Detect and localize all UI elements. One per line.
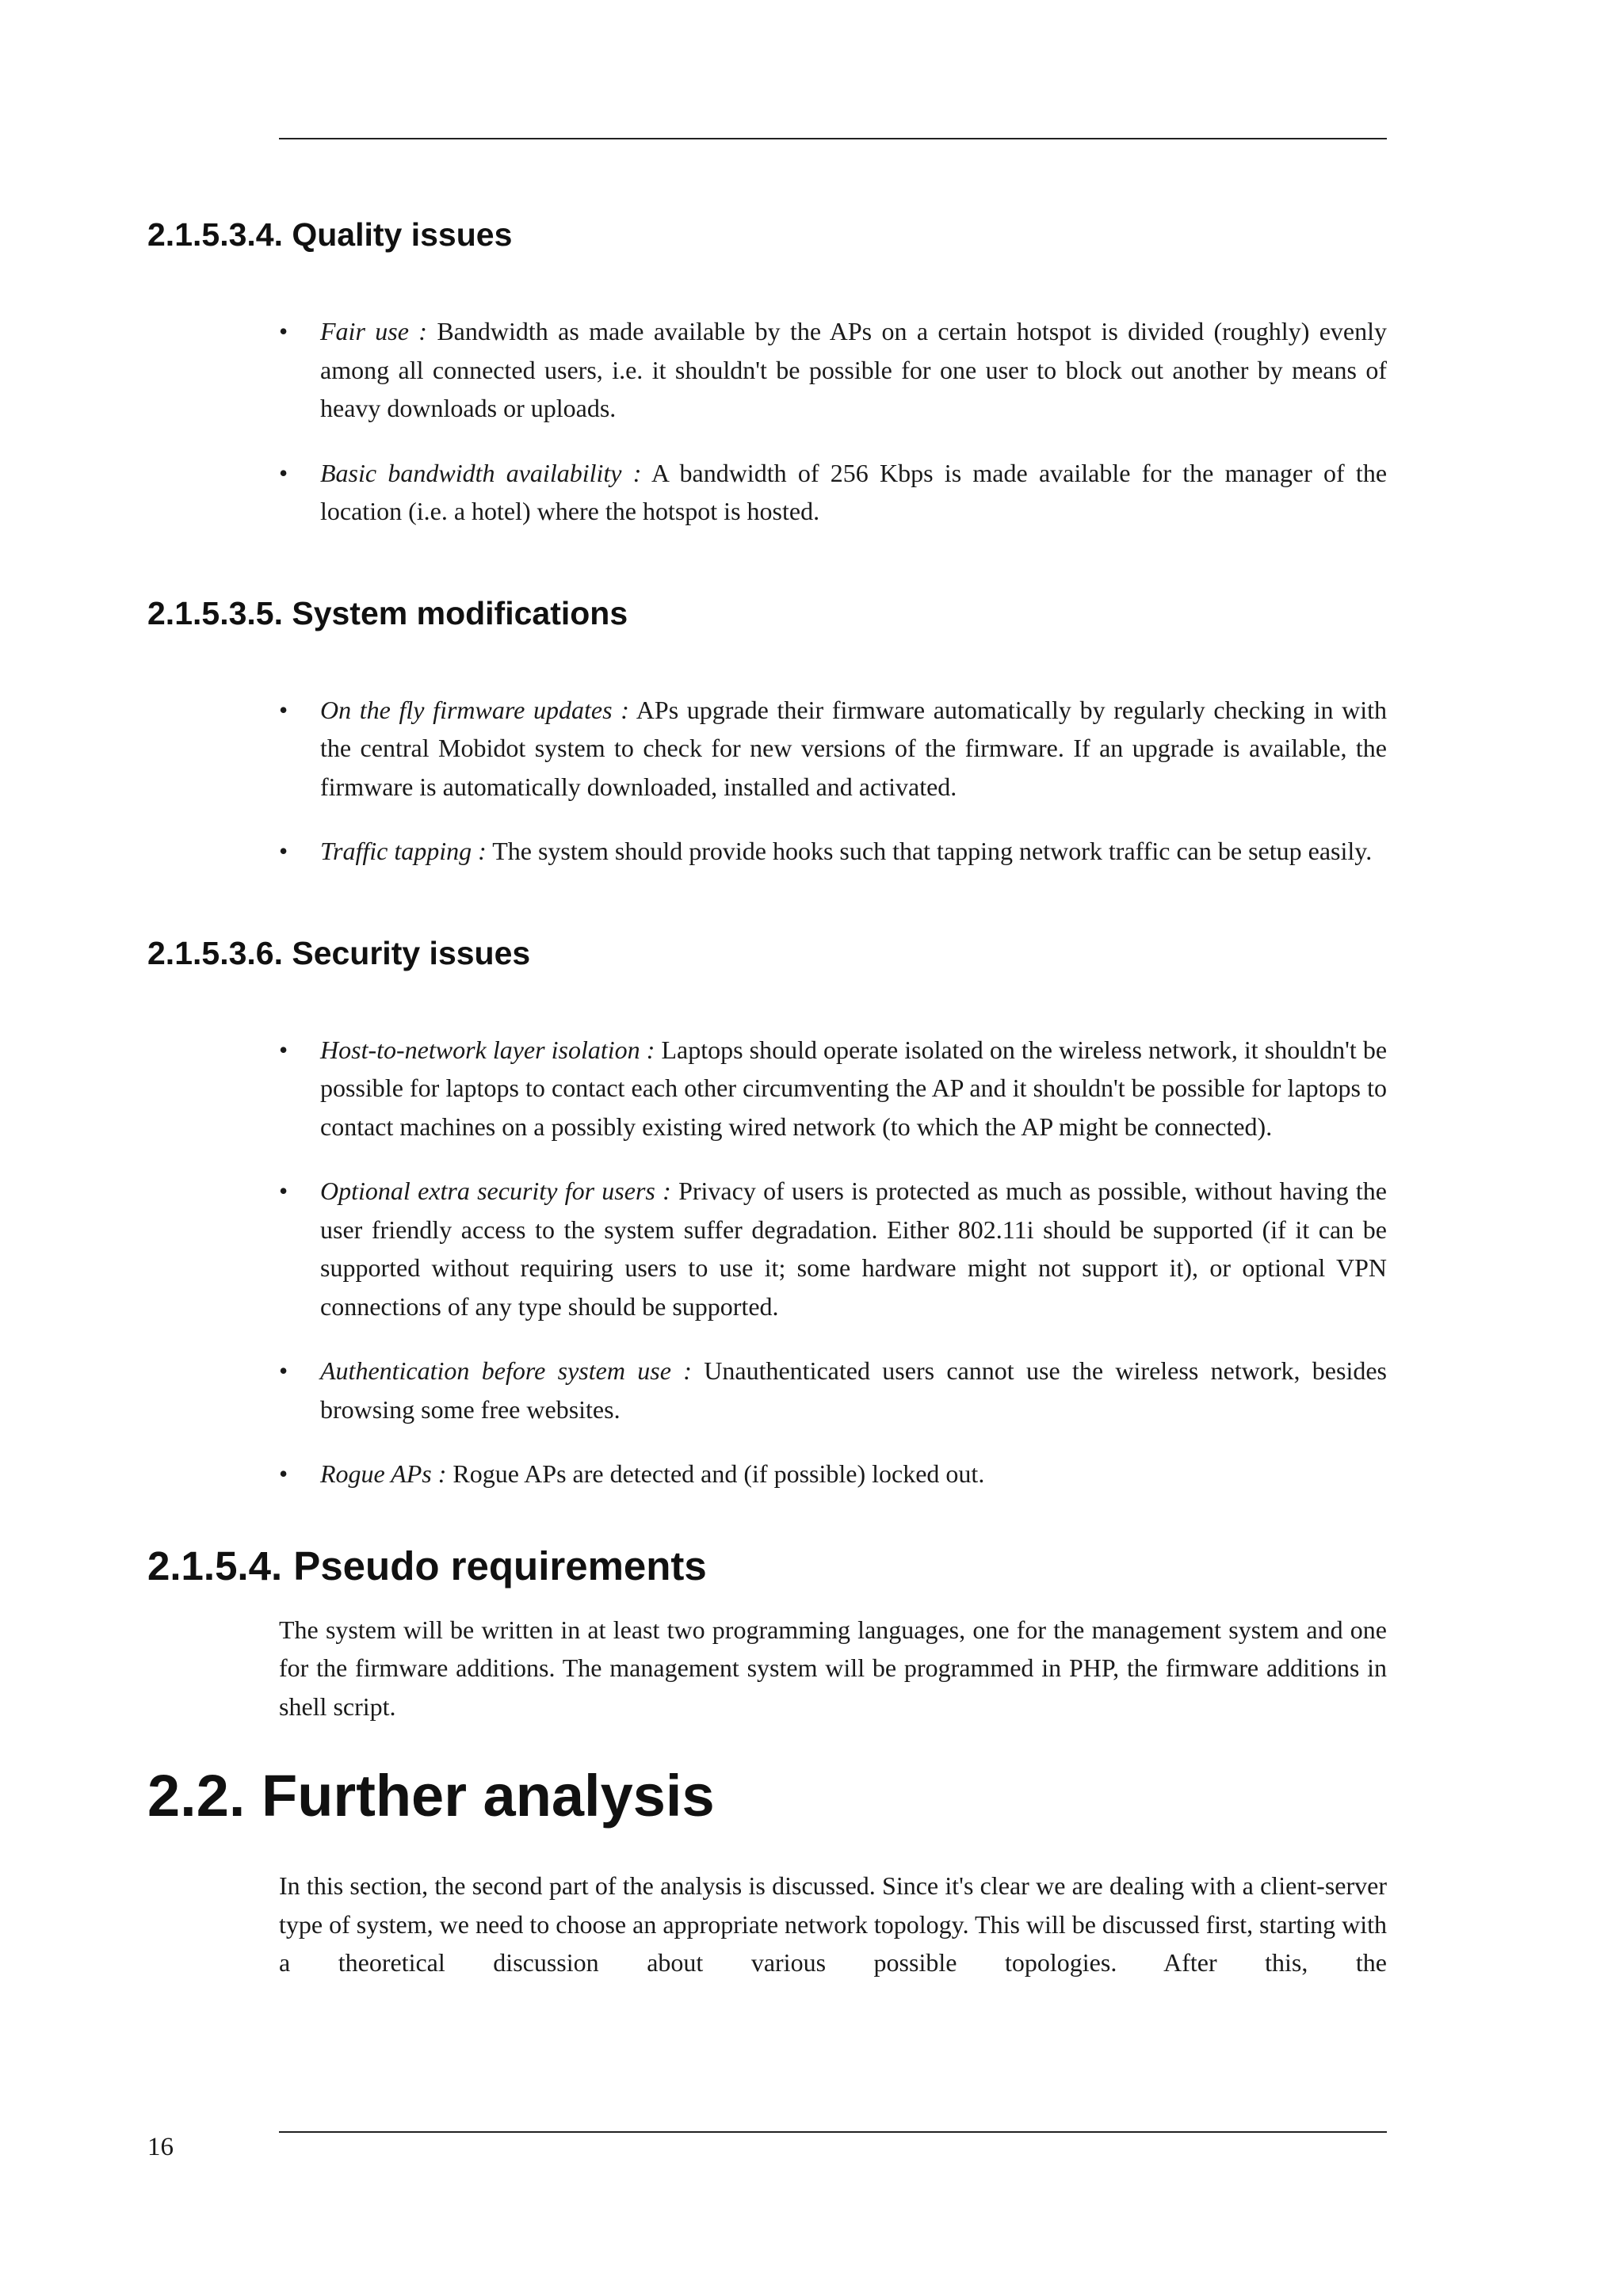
list-item: [279, 1031, 1387, 1146]
item-text: A bandwidth of 256 Kbps is made available for the manager of the location (i.e. a hotel) where the hotspot is hosted.: [320, 458, 1388, 525]
item-text: Privacy of users is protected as much as possible, without having the user friendly access to the system suffer degradation. Either 802.11i should be supported (if it can be supported without requiring users to use it; some hardware might not support it), or optional VPN connections of any type should be supported.: [320, 1177, 1387, 1321]
bullet-icon: •: [279, 1035, 288, 1064]
item-term: Authentication before system use :: [320, 1356, 692, 1385]
list-item: [279, 1455, 1387, 1493]
header-rule: [279, 138, 1387, 139]
item-text: APs upgrade their firmware automatically by regularly checking in with the central Mobidot system to check for new versions of the firmware. If an upgrade is available, the firmware is automatically downloaded, installed and activated.: [320, 695, 1388, 801]
page-content: [147, 212, 1387, 1982]
section-heading-quality-issues: 2.1.5.3.4. Quality issues: [147, 216, 513, 253]
item-text: The system should provide hooks such that tapping network traffic can be setup easily.: [492, 837, 1373, 865]
item-text: Rogue APs are detected and (if possible) locked out.: [453, 1459, 985, 1488]
list-item: [279, 1352, 1387, 1428]
further-analysis-paragraph: In this section, the second part of the analysis is discussed. Since it's clear we are dealing with a client-server type of system, we need to choose an appropriate network topology. This will be discussed first, starting with a theoretical discussion about various possible topologies. After this, the: [279, 1871, 1387, 1977]
bullet-icon: •: [279, 458, 288, 487]
bullet-icon: •: [279, 1459, 288, 1488]
list-item: [279, 312, 1387, 428]
list-item: [279, 1172, 1387, 1325]
section-heading-system-modifications: 2.1.5.3.5. System modifications: [147, 594, 628, 631]
item-term: Traffic tapping :: [320, 837, 487, 865]
quality-issues-list: [279, 312, 1387, 531]
security-issues-list: [279, 1031, 1387, 1493]
item-text: Unauthenticated users cannot use the wireless network, besides browsing some free websites.: [320, 1356, 1388, 1424]
bullet-icon: •: [279, 1177, 288, 1205]
item-term: Rogue APs :: [320, 1459, 447, 1488]
item-term: Fair use :: [320, 317, 427, 345]
footer-rule: [279, 2131, 1387, 2133]
section-heading-further-analysis: 2.2. Further analysis: [147, 1763, 715, 1829]
page-number: 16: [147, 2133, 174, 2161]
bullet-icon: •: [279, 1356, 288, 1385]
section-heading-security-issues: 2.1.5.3.6. Security issues: [147, 934, 531, 971]
list-item: [279, 832, 1387, 871]
bullet-icon: •: [279, 317, 288, 345]
item-term: Basic bandwidth availability :: [320, 458, 642, 487]
item-text: Bandwidth as made available by the APs on a certain hotspot is divided (roughly) evenly among all connected users, i.e. it shouldn't be possible for one user to block out another by means of heavy downloads or uploads.: [320, 317, 1388, 422]
item-term: Optional extra security for users :: [320, 1177, 671, 1205]
pseudo-requirements-paragraph: The system will be written in at least two programming languages, one for the management system and one for the firmware additions. The management system will be programmed in PHP, the firmware additions in shell script.: [279, 1615, 1387, 1721]
item-term: Host-to-network layer isolation :: [320, 1035, 655, 1064]
item-text: Laptops should operate isolated on the wireless network, it shouldn't be possible for laptops to contact each other circumventing the AP and it shouldn't be possible for laptops to contact machines on a possibly existing wired network (to which the AP might be connected).: [320, 1035, 1388, 1141]
item-term: On the fly firmware updates :: [320, 695, 629, 724]
list-item: [279, 454, 1387, 531]
bullet-icon: •: [279, 695, 288, 724]
section-heading-pseudo-requirements: 2.1.5.4. Pseudo requirements: [147, 1543, 707, 1589]
list-item: [279, 691, 1387, 807]
bullet-icon: •: [279, 837, 288, 865]
system-modifications-list: [279, 691, 1387, 871]
